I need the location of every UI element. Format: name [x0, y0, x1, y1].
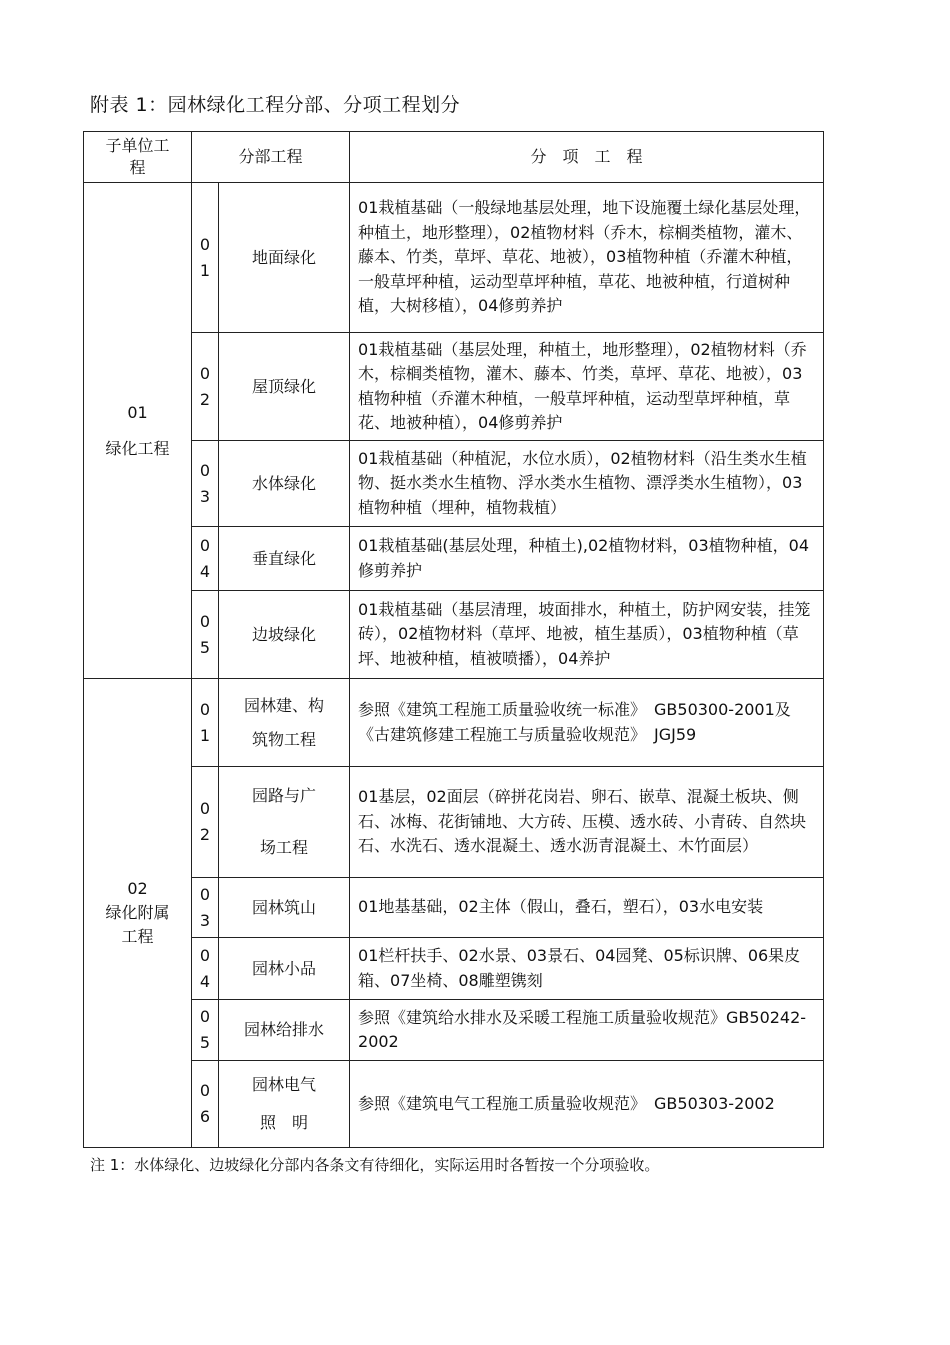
subdivision-items: 参照《建筑工程施工质量验收统一标准》 GB50300-2001及《古建筑修建工程施工与质量验收规范》 JGJ59	[350, 679, 824, 767]
table-row	[84, 938, 824, 1000]
division-number-digit: 1	[199, 725, 211, 745]
division-number-digit: 6	[199, 1107, 211, 1126]
sub-unit-cell	[84, 679, 192, 1148]
division-number	[192, 591, 219, 679]
division-number-digit: 2	[199, 825, 211, 844]
table-row	[84, 441, 824, 527]
table-row	[84, 1061, 824, 1148]
header-subdivision: 分 项 工 程	[350, 132, 824, 183]
table-row	[84, 878, 824, 938]
table-row	[84, 767, 824, 878]
division-number	[192, 441, 219, 527]
page-title: 附表 1：园林绿化工程分部、分项工程划分	[90, 94, 461, 116]
division-number	[192, 1061, 219, 1148]
division-number	[192, 679, 219, 767]
sub-unit-name: 绿化工程	[105, 438, 170, 458]
division-number-digit: 0	[199, 1081, 211, 1100]
subdivision-items: 01栽植基础(基层处理，种植土),02植物材料，03植物种植，04修剪养护	[350, 527, 824, 591]
table-row	[84, 527, 824, 591]
division-name: 边坡绿化	[219, 591, 350, 679]
division-number-digit: 0	[199, 699, 211, 719]
subdivision-items: 参照《建筑电气工程施工质量验收规范》 GB50303-2002	[350, 1061, 824, 1148]
division-name	[219, 767, 350, 878]
footnote: 注 1：水体绿化、边坡绿化分部内各条文有待细化，实际运用时各暂按一个分项验收。	[90, 1156, 660, 1174]
division-number-digit: 0	[199, 535, 211, 555]
subdivision-items: 01栽植基础（基层处理，种植土，地形整理），02植物材料（乔木，棕榈类植物，灌木、藤本、竹类，草坪、草花、地被），03植物种植（乔灌木种植，一般草坪种植，运动型草坪种植，草花、地被种植），04修剪养护	[350, 333, 824, 441]
division-number	[192, 1000, 219, 1061]
sub-unit-name-line2: 工程	[121, 927, 154, 946]
division-number-digit: 5	[199, 1033, 211, 1052]
division-number-digit: 0	[199, 611, 211, 631]
division-name: 垂直绿化	[219, 527, 350, 591]
division-number-digit: 0	[199, 799, 211, 818]
division-name-line1: 园林电气	[252, 1075, 317, 1094]
division-number-digit: 0	[199, 884, 211, 904]
division-number-digit: 4	[199, 561, 211, 581]
subdivision-items: 01栽植基础（基层清理，坡面排水，种植土，防护网安装，挂笼砖），02植物材料（草坪、地被，植生基质），03植物种植（草坪、地被种植，植被喷播），04养护	[350, 591, 824, 679]
division-number	[192, 938, 219, 1000]
subdivision-items: 01基层，02面层（碎拼花岗岩、卵石、嵌草、混凝土板块、侧石、冰梅、花街铺地、大方砖、压模、透水砖、小青砖、自然块石、水洗石、透水混凝土、透水沥青混凝土、木竹面层）	[350, 767, 824, 878]
division-number-digit: 0	[199, 1007, 211, 1026]
sub-unit-code: 01	[127, 402, 148, 422]
division-table	[83, 131, 824, 1148]
division-name: 园林筑山	[219, 878, 350, 938]
header-sub-unit	[84, 132, 192, 183]
division-number	[192, 333, 219, 441]
table-row	[84, 1000, 824, 1061]
division-name-line2: 照 明	[260, 1113, 309, 1132]
sub-unit-code: 02	[127, 879, 148, 898]
subdivision-items: 01地基基础，02主体（假山，叠石，塑石），03水电安装	[350, 878, 824, 938]
division-name	[219, 1061, 350, 1148]
subdivision-items: 01栏杆扶手、02水景、03景石、04园凳、05标识牌、06果皮箱、07坐椅、08雕塑镌刻	[350, 938, 824, 1000]
header-division: 分部工程	[192, 132, 350, 183]
division-name-line2: 场工程	[260, 838, 309, 857]
division-name-line1: 园林建、构	[244, 695, 325, 715]
table-header-row	[84, 132, 824, 183]
division-number-digit: 5	[199, 637, 211, 657]
division-number-digit: 4	[199, 971, 211, 991]
sub-unit-cell	[84, 183, 192, 679]
division-name: 园林给排水	[219, 1000, 350, 1061]
subdivision-items: 01栽植基础（一般绿地基层处理，地下设施覆土绿化基层处理，种植土，地形整理），02植物材料（乔木，棕榈类植物，灌木、藤本、竹类，草坪、草花、地被），03植物种植（乔灌木种植，一般草坪种植，运动型草坪种植，草花、地被种植，行道树种植，大树移植），04修剪养护	[350, 183, 824, 333]
division-number-digit: 3	[199, 910, 211, 930]
division-number-digit: 0	[199, 363, 211, 383]
subdivision-items: 01栽植基础（种植泥，水位水质），02植物材料（沿生类水生植物、挺水类水生植物、浮水类水生植物、漂浮类水生植物），03植物种植（埋种，植物栽植）	[350, 441, 824, 527]
table-row	[84, 679, 824, 767]
division-number-digit: 0	[199, 234, 211, 254]
division-name: 地面绿化	[219, 183, 350, 333]
table-row	[84, 183, 824, 333]
division-number-digit: 0	[199, 945, 211, 965]
subdivision-items: 参照《建筑给水排水及采暖工程施工质量验收规范》GB50242-2002	[350, 1000, 824, 1061]
sub-unit-name-line1: 绿化附属	[105, 903, 170, 922]
division-number	[192, 878, 219, 938]
division-name: 园林小品	[219, 938, 350, 1000]
division-number	[192, 767, 219, 878]
division-number-digit: 0	[199, 460, 211, 480]
header-sub-unit-line1: 子单位工	[105, 136, 170, 155]
division-name: 屋顶绿化	[219, 333, 350, 441]
division-name-line1: 园路与广	[252, 786, 317, 805]
division-name	[219, 679, 350, 767]
division-name: 水体绿化	[219, 441, 350, 527]
header-sub-unit-line2: 程	[129, 158, 146, 177]
division-number-digit: 3	[199, 486, 211, 506]
table-row	[84, 591, 824, 679]
division-name-line2: 筑物工程	[252, 729, 317, 749]
division-number	[192, 183, 219, 333]
division-number-digit: 2	[199, 389, 211, 409]
division-number-digit: 1	[199, 260, 211, 280]
division-number	[192, 527, 219, 591]
table-row	[84, 333, 824, 441]
